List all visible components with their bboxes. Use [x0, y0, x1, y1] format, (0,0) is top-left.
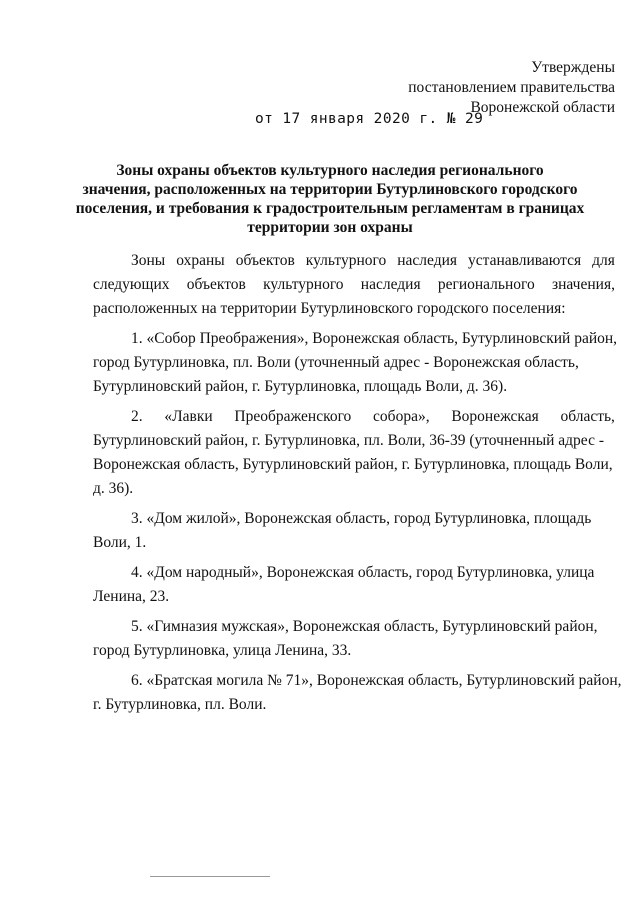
justified-line: 2. «Лавки Преображенского собора», Воронежская область, — [131, 408, 615, 425]
item-line: д. 36). — [93, 480, 134, 497]
item-line: Ленина, 23. — [93, 588, 170, 605]
item-line: 4. «Дом народный», Воронежская область, город Бутурлиновка, улица — [131, 564, 595, 581]
approval-line: Воронежской области — [470, 99, 615, 116]
list-item — [93, 615, 615, 663]
document-body — [93, 249, 622, 717]
footnote-rule — [150, 876, 270, 877]
document-title — [70, 161, 590, 237]
justified-line: следующих объектов культурного наследия регионального значения, — [93, 276, 615, 293]
list-item — [93, 669, 622, 717]
paragraph-last-line: расположенных на территории Бутурлиновского городского поселения: — [93, 300, 566, 317]
item-line: 1. «Собор Преображения», Воронежская область, Бутурлиновский район, — [131, 330, 618, 347]
item-line: 5. «Гимназия мужская», Воронежская область, Бутурлиновский район, — [131, 618, 598, 635]
item-line: Бутурлиновский район, г. Бутурлиновка, пл. Воли, 36-39 (уточненный адрес - — [93, 432, 604, 449]
item-line: Бутурлиновский район, г. Бутурлиновка, площадь Воли, д. 36). — [93, 378, 508, 395]
justified-line: Зоны охраны объектов культурного наследия устанавливаются для — [131, 252, 615, 269]
item-line: 3. «Дом жилой», Воронежская область, город Бутурлиновка, площадь — [131, 510, 592, 527]
title-line: значения, расположенных на территории Бутурлиновского городского — [82, 181, 578, 198]
list-item — [93, 405, 615, 501]
approval-line: постановлением правительства — [408, 79, 615, 96]
item-line: город Бутурлиновка, пл. Воли (уточненный адрес - Воронежская область, — [93, 354, 579, 371]
item-line: г. Бутурлиновка, пл. Воли. — [93, 696, 267, 713]
title-line: Зоны охраны объектов культурного наследия регионального — [116, 162, 544, 179]
resolution-date-number: от 17 января 2020 г. № 29 — [255, 111, 484, 127]
approval-line: Утверждены — [531, 59, 615, 76]
title-line: поселения, и требования к градостроительным регламентам в границах — [75, 200, 585, 217]
approval-block — [408, 58, 615, 118]
list-item — [93, 561, 615, 609]
intro-paragraph — [93, 249, 615, 321]
item-line: город Бутурлиновка, улица Ленина, 33. — [93, 642, 352, 659]
item-line: 6. «Братская могила № 71», Воронежская область, Бутурлиновский район, — [131, 672, 622, 689]
title-line: территории зон охраны — [247, 219, 413, 236]
item-line: Воли, 1. — [93, 534, 147, 551]
item-line: Воронежская область, Бутурлиновский район, г. Бутурлиновка, площадь Воли, — [93, 456, 613, 473]
list-item — [93, 327, 618, 399]
list-item — [93, 507, 615, 555]
